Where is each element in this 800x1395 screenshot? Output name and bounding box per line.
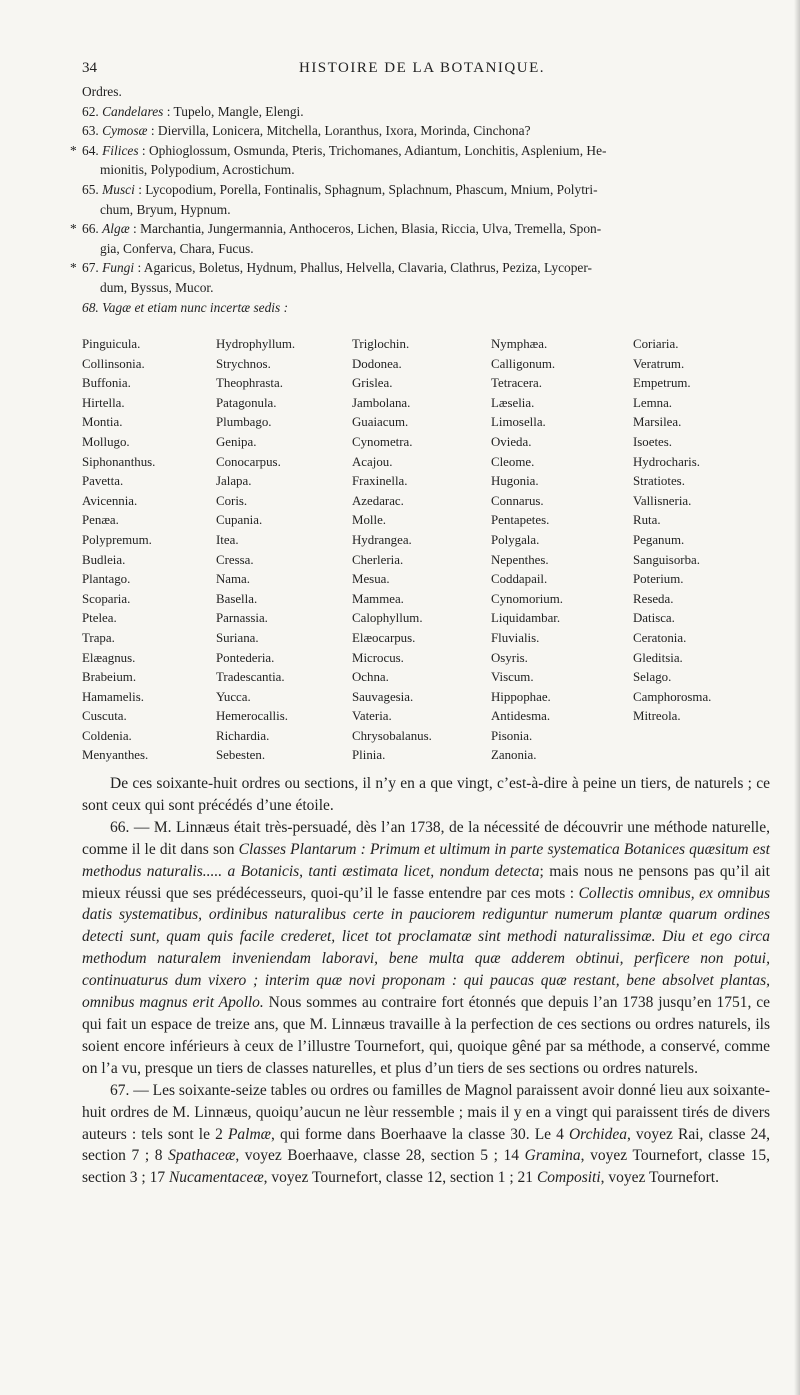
genus-cell: Menyanthes. (82, 748, 149, 763)
genus-cell: Brabeium. (82, 670, 137, 685)
genus-cell: Coddapail. (491, 572, 548, 587)
genus-cell: Azedarac. (352, 493, 404, 508)
genus-cell: Hirtella. (82, 395, 125, 410)
genus-cell: Connarus. (491, 493, 544, 508)
table-row (82, 355, 772, 375)
genus-cell: Siphonanthus. (82, 454, 156, 469)
genus-cell: Grislea. (352, 376, 393, 391)
table-row (82, 629, 772, 649)
genus-cell: Stratiotes. (633, 474, 685, 489)
genus-cell: Avicennia. (82, 493, 138, 508)
table-row (82, 413, 772, 433)
genus-cell: Plantago. (82, 572, 131, 587)
genus-cell: Hemerocallis. (216, 709, 288, 724)
genus-cell: Reseda. (633, 591, 674, 606)
genus-cell: Theophrasta. (216, 376, 283, 391)
genus-cell: Nepenthes. (491, 552, 549, 567)
genus-cell: Chrysobalanus. (352, 728, 432, 743)
genus-cell: Poterium. (633, 572, 684, 587)
paragraph-summary: De ces soixante-huit ordres ou sections, il n’y en a que vingt, c’est-à-dire à peine un tiers, de naturels ; ce sont ceux qui sont précédés d’une étoile. (82, 775, 770, 814)
genus-cell: Mitreola. (633, 709, 681, 724)
table-row (82, 649, 772, 669)
genus-cell: Jalapa. (216, 474, 252, 489)
genus-cell: Guaiacum. (352, 415, 409, 430)
table-row (82, 551, 772, 571)
genus-cell: Empetrum. (633, 376, 691, 391)
genus-cell: Buffonia. (82, 376, 131, 391)
genus-cell: Montia. (82, 415, 123, 430)
table-row (82, 727, 772, 747)
paragraph-66: 66. — M. Linnæus était très-persuadé, dès l’an 1738, de la nécessité de découvrir une méthode naturelle, comme il le dit dans son Classes Plantarum : Primum et ultimum in parte systematica Botanices quæsitum est methodus naturalis..... a Botanicis, tanti æstimata licet, nondum detecta; mais nous ne pensons pas qu’il ait mieux réussi que ses prédécesseurs, quoi-qu’il le fasse entendre par ces mots : Collectis omnibus, ex omnibus datis systematibus, ordinibus naturalibus certe in pauciorem rediguntur numerum plantæ quarum ordines detecti sunt, quam quis facile crederet, licet tot proclamatæ sint methodi naturalissimæ. Diu et ego circa methodum naturalem inveniendam laboravi, bene multa quæ adderem obtinui, perficere non potui, continuaturus dum vixero ; interim quæ novi proponam : qui paucas quæ restant, bene absolvet plantas, omnibus magnus erit Apollo. Nous sommes au contraire fort étonnés que depuis l’an 1738 jusqu’en 1751, ce qui fait un espace de treize ans, que M. Linnæus travaille à la perfection de ces sections ou ordres naturels, ils soient encore inférieurs à ceux de l’illustre Tournefort, qui, quoique gêné par sa méthode, a conservé, comme on l’a vu, presque un tiers de classes naturelles, et plus d’un tiers de ses sections ou ordres naturels. (82, 818, 770, 1077)
page-edge-shadow (794, 0, 800, 1395)
genus-cell: Gleditsia. (633, 650, 683, 665)
genus-cell: Cupania. (216, 513, 263, 528)
genus-cell: Ptelea. (82, 611, 117, 626)
genus-cell: Jambolana. (352, 395, 411, 410)
genus-cell: Strychnos. (216, 356, 271, 371)
genus-cell: Acajou. (352, 454, 393, 469)
genus-cell: Microcus. (352, 650, 404, 665)
genus-cell: Richardia. (216, 728, 270, 743)
order-68: 68. Vagæ et etiam nunc incertæ sedis : (82, 299, 289, 315)
table-row (82, 668, 772, 688)
genus-cell: Coris. (216, 493, 248, 508)
genus-cell: Sebesten. (216, 748, 266, 763)
genus-cell: Calophyllum. (352, 611, 423, 626)
genus-cell: Triglochin. (352, 337, 410, 351)
table-row (82, 492, 772, 512)
table-row (82, 688, 772, 708)
genus-cell: Hamamelis. (82, 689, 144, 704)
genus-cell: Coriaria. (633, 337, 679, 351)
genus-cell: Hydrangea. (352, 532, 412, 547)
genus-cell: Zanonia. (491, 748, 537, 763)
genus-cell: Pontederia. (216, 650, 275, 665)
genus-cell: Liquidambar. (491, 611, 561, 626)
table-row (82, 472, 772, 492)
genus-cell: Lemna. (633, 395, 673, 410)
genus-cell: Penæa. (82, 513, 119, 528)
genus-cell: Hugonia. (491, 474, 539, 489)
genus-cell: Vallisneria. (633, 493, 692, 508)
genus-cell: Viscum. (491, 670, 534, 685)
running-title: HISTOIRE DE LA BOTANIQUE. (298, 60, 545, 76)
genus-cell: Cynometra. (352, 434, 413, 449)
genus-cell: Selago. (633, 670, 672, 685)
orders-list (70, 82, 768, 317)
table-row (82, 335, 772, 355)
genus-cell: Vateria. (352, 709, 392, 724)
genus-cell (633, 746, 772, 766)
genus-cell: Cressa. (216, 552, 254, 567)
genus-cell: Nama. (216, 572, 251, 587)
genus-cell: Yucca. (216, 689, 251, 704)
genus-cell: Cleome. (491, 454, 535, 469)
genus-cell: Suriana. (216, 630, 259, 645)
table-row (82, 609, 772, 629)
order-entry-continued: chum, Bryum, Hypnum. (100, 201, 231, 217)
genus-cell: Peganum. (633, 532, 685, 547)
orders-container (70, 102, 768, 298)
order-entry: 65. Musci : Lycopodium, Porella, Fontinalis, Sphagnum, Splachnum, Phascum, Mnium, Polytri- (82, 181, 598, 197)
genus-cell: Coldenia. (82, 728, 132, 743)
genus-cell: Nymphæa. (491, 337, 548, 351)
genus-cell: Fraxinella. (352, 474, 408, 489)
genus-cell: Trapa. (82, 630, 115, 645)
genus-cell: Calligonum. (491, 356, 556, 371)
genus-cell: Cuscuta. (82, 709, 127, 724)
genus-cell: Tetracera. (491, 376, 542, 391)
genus-cell: Collinsonia. (82, 356, 145, 371)
table-row (82, 374, 772, 394)
genus-cell: Hippophae. (491, 689, 551, 704)
genus-cell: Antidesma. (491, 709, 551, 724)
genus-cell: Mesua. (352, 572, 390, 587)
genus-cell: Ruta. (633, 513, 661, 528)
genus-cell: Pentapetes. (491, 513, 550, 528)
genus-cell: Fluvialis. (491, 630, 540, 645)
genus-cell: Cherleria. (352, 552, 404, 567)
genus-cell: Pavetta. (82, 474, 124, 489)
genus-cell: Marsilea. (633, 415, 682, 430)
genus-cell: Scoparia. (82, 591, 131, 606)
table-row (82, 511, 772, 531)
order-entry: * 67. Fungi : Agaricus, Boletus, Hydnum, Phallus, Helvella, Clavaria, Clathrus, Peziza, Lycoper- (70, 260, 593, 276)
table-row (82, 570, 772, 590)
body-text (82, 773, 770, 1189)
genus-cell: Osyris. (491, 650, 528, 665)
genus-cell: Basella. (216, 591, 258, 606)
table-row (82, 746, 772, 766)
order-entry: 62. Candelares : Tupelo, Mangle, Elengi. (82, 103, 304, 119)
genus-cell: Limosella. (491, 415, 546, 430)
genus-cell: Isoetes. (633, 434, 673, 449)
table-row (82, 433, 772, 453)
table-row (82, 394, 772, 414)
genus-cell: Ochna. (352, 670, 389, 685)
list-intro: Ordres. (82, 84, 122, 99)
genus-cell: Budleia. (82, 552, 126, 567)
genus-cell: Polygala. (491, 532, 540, 547)
genus-cell: Patagonula. (216, 395, 277, 410)
genus-cell: Sauvagesia. (352, 689, 414, 704)
genus-cell: Tradescantia. (216, 670, 285, 685)
genus-cell: Plinia. (352, 748, 386, 763)
genus-cell: Parnassia. (216, 611, 268, 626)
genus-cell: Ceratonia. (633, 630, 687, 645)
genus-cell: Hydrocharis. (633, 454, 700, 469)
order-entry: * 66. Algæ : Marchantia, Jungermannia, Anthoceros, Lichen, Blasia, Riccia, Ulva, Tremella, Spon- (70, 221, 602, 237)
genus-cell: Pinguicula. (82, 337, 141, 351)
table-row (82, 590, 772, 610)
genus-cell: Mammea. (352, 591, 404, 606)
genus-cell: Genipa. (216, 434, 257, 449)
page-header (82, 60, 762, 82)
genus-cell: Camphorosma. (633, 689, 712, 704)
genus-cell: Elæocarpus. (352, 630, 416, 645)
genus-cell: Polypremum. (82, 532, 152, 547)
genus-cell: Mollugo. (82, 434, 130, 449)
page-number: 34 (82, 60, 97, 76)
paragraph-67: 67. — Les soixante-seize tables ou ordres ou familles de Magnol paraissent avoir donné lieu aux soixante-huit ordres de M. Linnæus, quoiqu’aucun ne lèur ressemble ; mais il y en a vingt qui paraissent tirés de divers auteurs : tels sont le 2 Palmæ, qui forme dans Boerhaave la classe 30. Le 4 Orchidea, voyez Rai, classe 24, section 7 ; 8 Spathaceæ, voyez Boerhaave, classe 28, section 5 ; 14 Gramina, voyez Tournefort, classe 15, section 3 ; 17 Nucamentaceæ, voyez Tournefort, classe 12, section 1 ; 21 Compositi, voyez Tournefort. (82, 1081, 771, 1187)
table-row (82, 707, 772, 727)
table-row (82, 453, 772, 473)
genus-cell: Pisonia. (491, 728, 533, 743)
genus-cell: Dodonea. (352, 356, 402, 371)
genus-cell: Hydrophyllum. (216, 337, 296, 351)
genus-cell: Cynomorium. (491, 591, 563, 606)
order-entry-continued: mionitis, Polypodium, Acrostichum. (100, 162, 295, 178)
genus-cell: Itea. (216, 532, 239, 547)
genus-cell: Datisca. (633, 611, 675, 626)
genus-cell: Plumbago. (216, 415, 272, 430)
genus-cell: Læselia. (491, 395, 535, 410)
genus-cell: Ovieda. (491, 434, 532, 449)
table-row (82, 531, 772, 551)
genus-cell: Molle. (352, 513, 387, 528)
genera-table (82, 335, 772, 766)
genus-cell: Sanguisorba. (633, 552, 700, 567)
genus-cell: Veratrum. (633, 356, 685, 371)
order-entry-continued: dum, Byssus, Mucor. (100, 279, 214, 295)
order-entry-continued: gia, Conferva, Chara, Fucus. (100, 240, 254, 256)
order-entry: 63. Cymosæ : Diervilla, Lonicera, Mitchella, Loranthus, Ixora, Morinda, Cinchona? (82, 123, 531, 139)
genus-cell (633, 727, 772, 747)
genus-cell: Elæagnus. (82, 650, 136, 665)
genus-cell: Conocarpus. (216, 454, 281, 469)
order-entry: * 64. Filices : Ophioglossum, Osmunda, Pteris, Trichomanes, Adiantum, Lonchitis, Asplenium, He- (70, 142, 607, 158)
